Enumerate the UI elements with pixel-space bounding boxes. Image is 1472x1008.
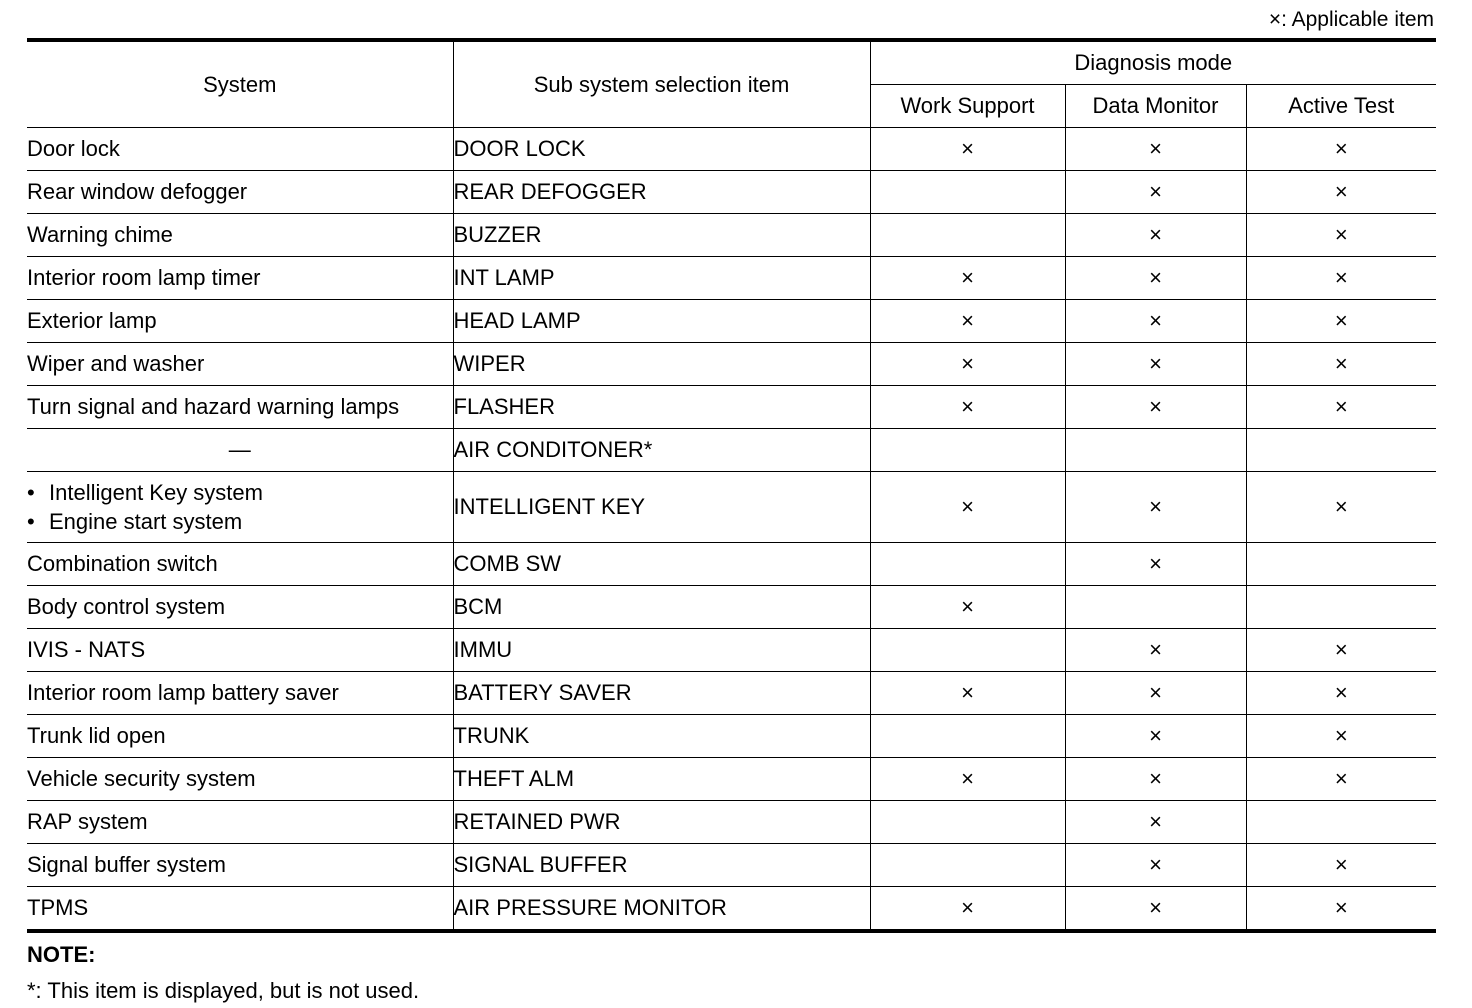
active-test-mark: × [1246,343,1436,386]
header-sub-system: Sub system selection item [453,40,870,128]
sub-system-cell: DOOR LOCK [453,128,870,171]
active-test-mark [1246,543,1436,586]
active-test-mark: × [1246,472,1436,543]
table-row [27,758,1436,801]
data-monitor-mark: × [1065,801,1246,844]
work-support-mark: × [870,586,1065,629]
active-test-mark: × [1246,844,1436,887]
bullet-item: • Engine start system [27,507,453,536]
active-test-mark [1246,429,1436,472]
data-monitor-mark: × [1065,128,1246,171]
sub-system-cell: REAR DEFOGGER [453,171,870,214]
data-monitor-mark: × [1065,715,1246,758]
diagnosis-mode-table [27,38,1436,933]
applicable-item-legend: ×: Applicable item [1268,8,1434,31]
work-support-mark [870,844,1065,887]
active-test-mark: × [1246,715,1436,758]
system-cell: Wiper and washer [27,343,453,386]
sub-system-cell: INT LAMP [453,257,870,300]
system-cell: — [27,429,453,472]
active-test-mark: × [1246,257,1436,300]
active-test-mark [1246,586,1436,629]
data-monitor-mark: × [1065,386,1246,429]
sub-system-cell: WIPER [453,343,870,386]
work-support-mark: × [870,257,1065,300]
note-text: *: This item is displayed, but is not used. [27,978,420,1003]
data-monitor-mark: × [1065,472,1246,543]
data-monitor-mark: × [1065,887,1246,932]
work-support-mark: × [870,672,1065,715]
note-title: NOTE: [27,942,96,967]
data-monitor-mark: × [1065,343,1246,386]
work-support-mark [870,543,1065,586]
data-monitor-mark: × [1065,543,1246,586]
system-cell: TPMS [27,887,453,932]
system-cell: Exterior lamp [27,300,453,343]
data-monitor-mark: × [1065,844,1246,887]
system-cell: Warning chime [27,214,453,257]
data-monitor-mark: × [1065,629,1246,672]
table-row [27,300,1436,343]
table-row [27,128,1436,171]
header-active-test: Active Test [1246,85,1436,128]
work-support-mark [870,629,1065,672]
system-cell [27,472,453,543]
sub-system-cell: FLASHER [453,386,870,429]
header-system: System [27,40,453,128]
bullet-item: • Intelligent Key system [27,478,453,507]
work-support-mark [870,171,1065,214]
work-support-mark: × [870,472,1065,543]
system-cell: Interior room lamp timer [27,257,453,300]
table-row [27,343,1436,386]
work-support-mark [870,214,1065,257]
sub-system-cell: IMMU [453,629,870,672]
system-cell: Turn signal and hazard warning lamps [27,386,453,429]
table-row [27,429,1436,472]
active-test-mark: × [1246,214,1436,257]
work-support-mark: × [870,386,1065,429]
header-diagnosis-mode: Diagnosis mode [870,40,1436,85]
system-cell: Door lock [27,128,453,171]
table-row [27,586,1436,629]
table-row [27,801,1436,844]
work-support-mark: × [870,128,1065,171]
system-cell: Trunk lid open [27,715,453,758]
system-bullet-list [27,478,453,536]
system-cell: Signal buffer system [27,844,453,887]
work-support-mark [870,801,1065,844]
data-monitor-mark [1065,429,1246,472]
system-cell: Rear window defogger [27,171,453,214]
sub-system-cell: RETAINED PWR [453,801,870,844]
sub-system-cell: INTELLIGENT KEY [453,472,870,543]
sub-system-cell: BUZZER [453,214,870,257]
sub-system-cell: SIGNAL BUFFER [453,844,870,887]
sub-system-cell: TRUNK [453,715,870,758]
table-row [27,472,1436,543]
table-row [27,844,1436,887]
system-cell: Body control system [27,586,453,629]
sub-system-cell: COMB SW [453,543,870,586]
data-monitor-mark: × [1065,257,1246,300]
sub-system-cell: BATTERY SAVER [453,672,870,715]
sub-system-cell: AIR CONDITONER* [453,429,870,472]
active-test-mark [1246,801,1436,844]
active-test-mark: × [1246,629,1436,672]
work-support-mark: × [870,300,1065,343]
active-test-mark: × [1246,887,1436,932]
system-cell: RAP system [27,801,453,844]
sub-system-cell: AIR PRESSURE MONITOR [453,887,870,932]
system-cell: Combination switch [27,543,453,586]
sub-system-cell: HEAD LAMP [453,300,870,343]
table-row [27,214,1436,257]
table-row [27,887,1436,932]
data-monitor-mark: × [1065,214,1246,257]
data-monitor-mark: × [1065,171,1246,214]
work-support-mark [870,429,1065,472]
sub-system-cell: THEFT ALM [453,758,870,801]
header-work-support: Work Support [870,85,1065,128]
work-support-mark: × [870,887,1065,932]
table-row [27,257,1436,300]
sub-system-cell: BCM [453,586,870,629]
work-support-mark: × [870,758,1065,801]
table-row [27,171,1436,214]
table-row [27,672,1436,715]
table-row [27,543,1436,586]
table-row [27,386,1436,429]
system-cell: Vehicle security system [27,758,453,801]
system-cell: Interior room lamp battery saver [27,672,453,715]
data-monitor-mark: × [1065,758,1246,801]
active-test-mark: × [1246,300,1436,343]
active-test-mark: × [1246,128,1436,171]
active-test-mark: × [1246,672,1436,715]
header-data-monitor: Data Monitor [1065,85,1246,128]
work-support-mark [870,715,1065,758]
table-row [27,715,1436,758]
active-test-mark: × [1246,758,1436,801]
table-row [27,629,1436,672]
active-test-mark: × [1246,171,1436,214]
system-cell: IVIS - NATS [27,629,453,672]
work-support-mark: × [870,343,1065,386]
data-monitor-mark: × [1065,300,1246,343]
data-monitor-mark [1065,586,1246,629]
data-monitor-mark: × [1065,672,1246,715]
active-test-mark: × [1246,386,1436,429]
